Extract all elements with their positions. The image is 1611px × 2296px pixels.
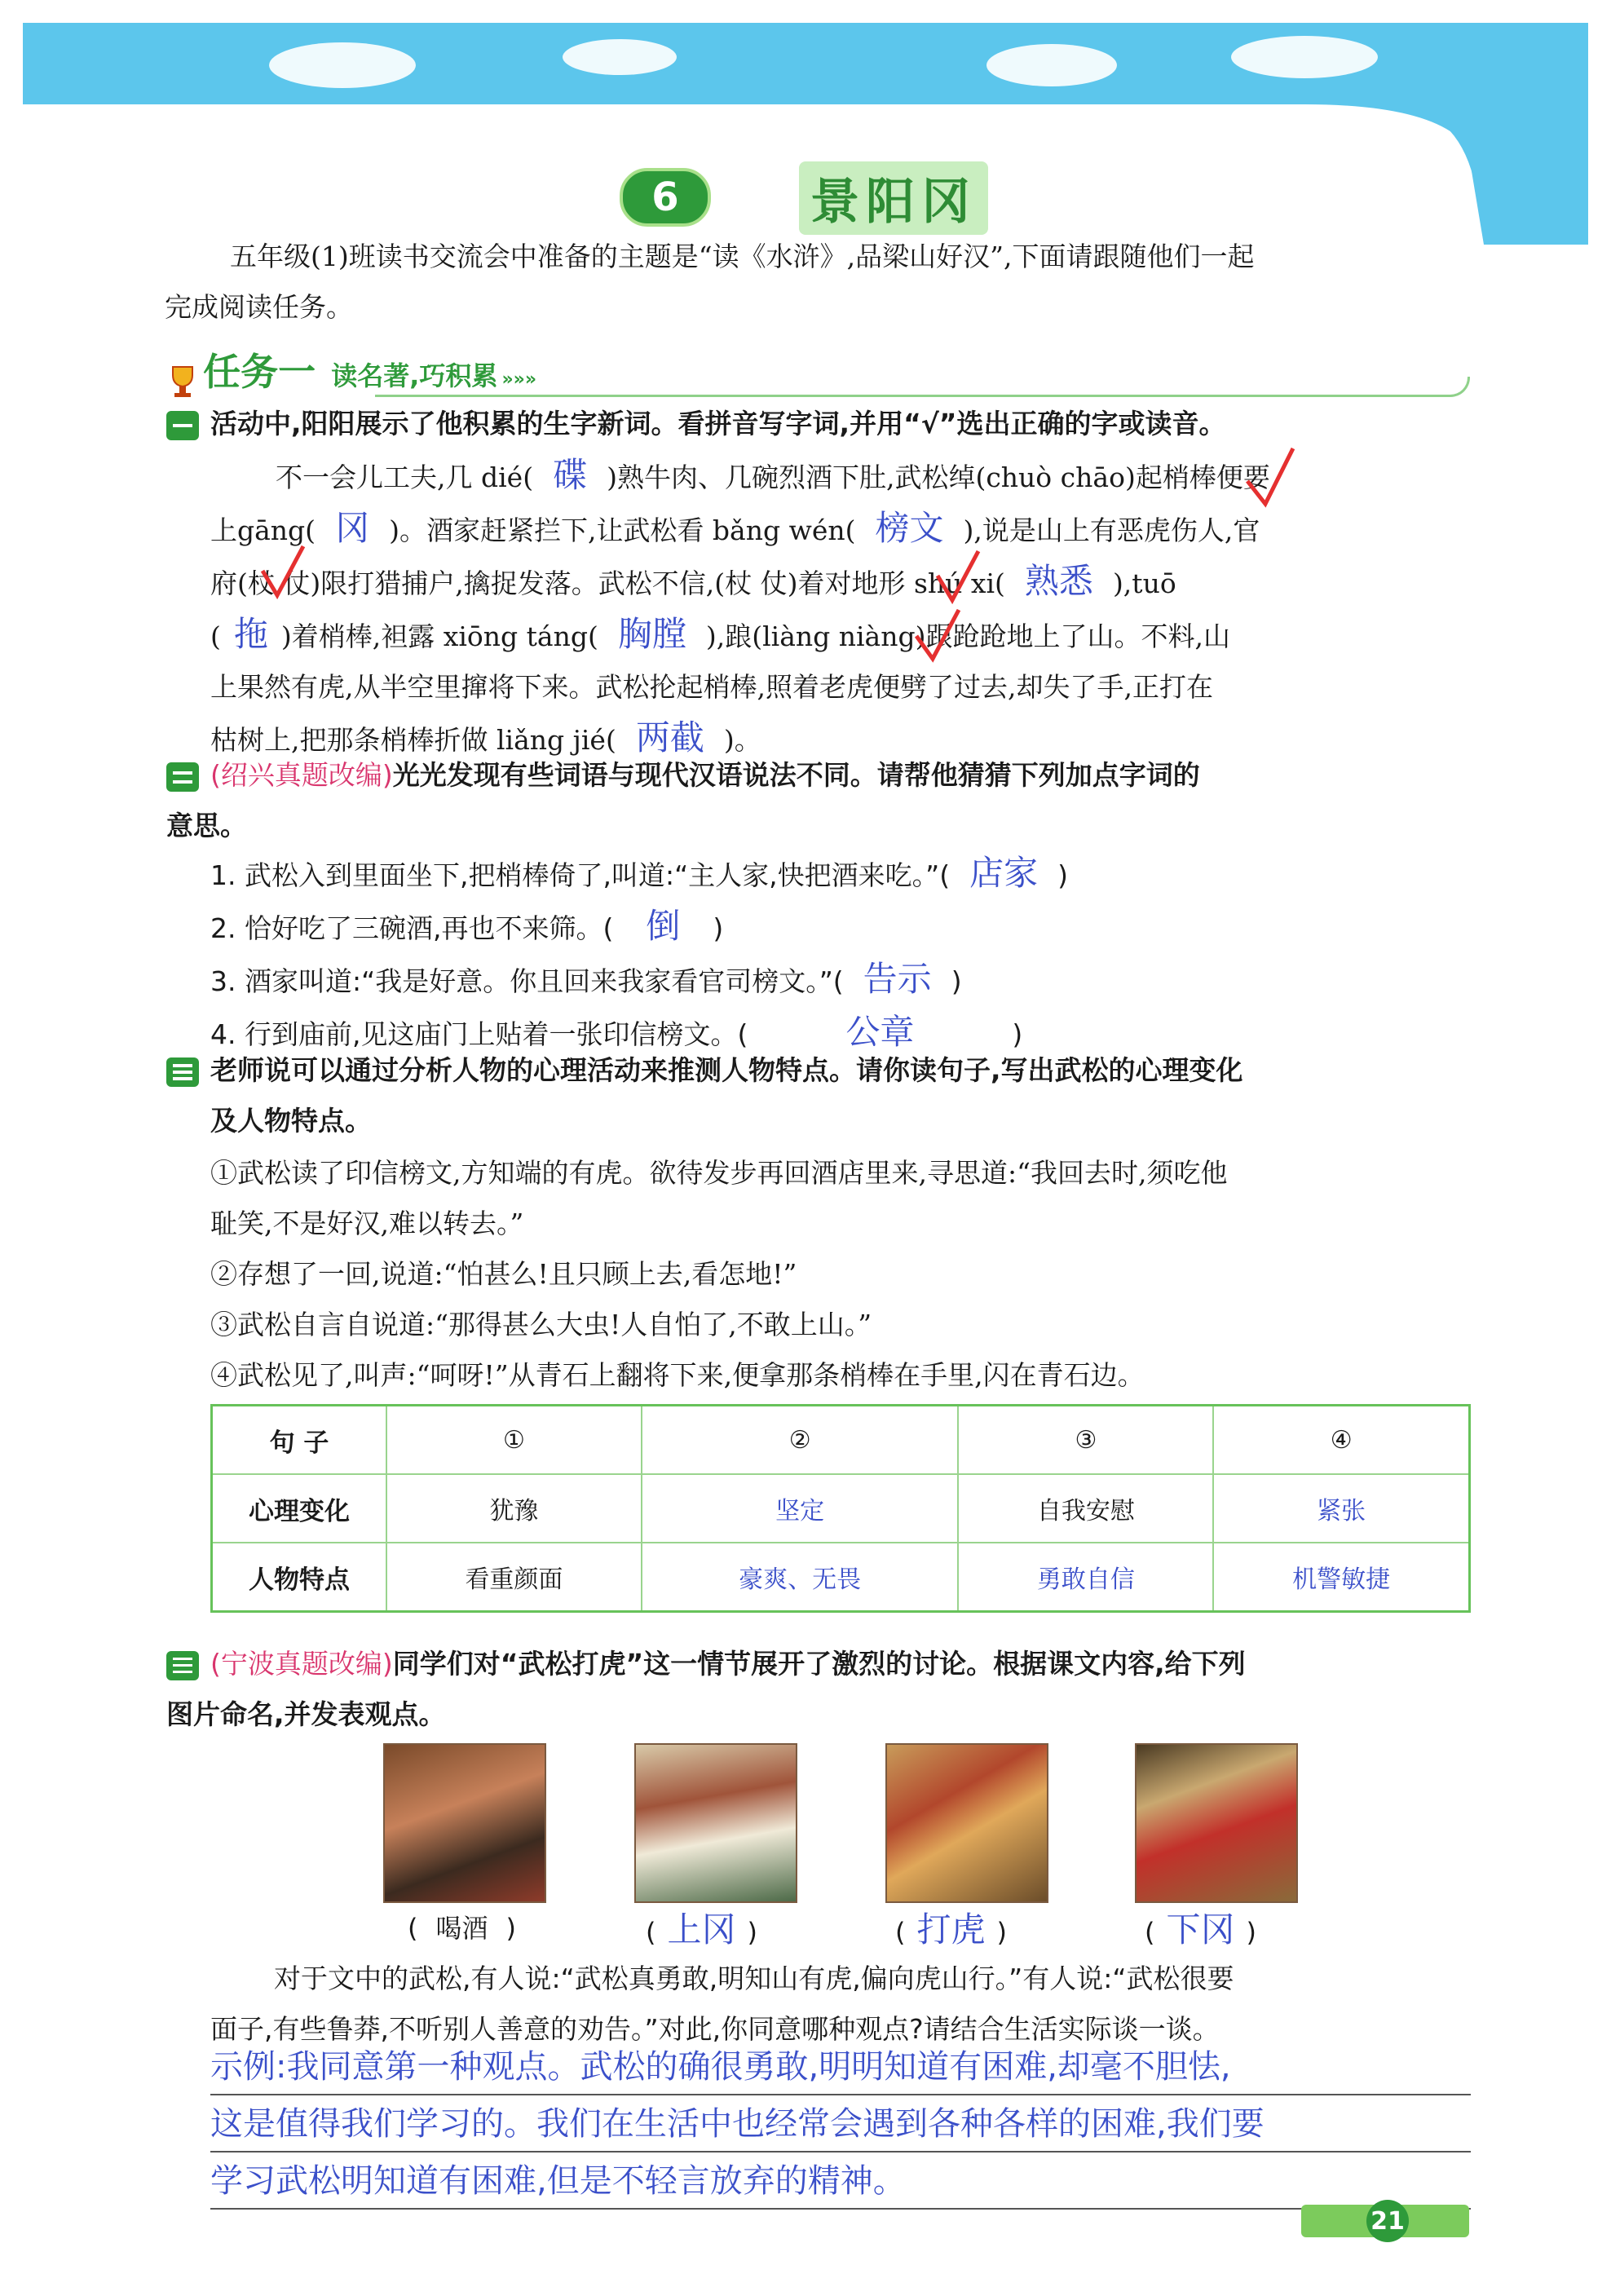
lesson-number: 6	[620, 168, 711, 227]
q1-line-5: 上果然有虎,从半空里撺将下来。武松抡起梢棒,照着老虎便劈了过去,却失了手,正打在	[210, 671, 1213, 703]
scene-drinking-image	[383, 1743, 546, 1903]
q3-prompt: 老师说可以通过分析人物的心理活动来推测人物特点。请你读句子,写出武松的心理变化 及人物特点。	[166, 1045, 1243, 1146]
chevron-decoration: »»»	[501, 369, 537, 390]
table-row	[212, 1543, 1470, 1612]
answer-gang: 冈	[335, 508, 370, 548]
table-cell: 心理变化	[212, 1474, 387, 1543]
scene-fighting-image	[885, 1743, 1048, 1903]
table-cell: 看重颜面	[386, 1543, 642, 1612]
check-icon	[916, 610, 959, 659]
page-footer	[1301, 2205, 1469, 2237]
answer: 公章	[845, 1012, 915, 1052]
q2-items	[210, 848, 1068, 1060]
psychology-table	[210, 1404, 1471, 1613]
intro-line-1: 五年级(1)班读书交流会中准备的主题是“读《水浒》,品梁山好汉”,下面请跟随他们一起	[230, 241, 1255, 272]
answer-rule	[210, 2094, 1471, 2095]
q3-sentence: ②存想了一回,说道:“怕甚么!且只顾上去,看怎地!”	[210, 1258, 797, 1290]
check-icon	[263, 546, 303, 595]
caption-1: ( 喝酒 )	[408, 1913, 516, 1944]
answer-tuo: 拖	[233, 614, 268, 654]
table-cell: 勇敢自信	[958, 1543, 1213, 1612]
table-cell: ③	[958, 1406, 1213, 1475]
table-cell: 紧张	[1213, 1474, 1469, 1543]
caption-2: ( 上冈 )	[646, 1910, 757, 1949]
task-label: 任务一	[203, 350, 316, 394]
q1-line-4: ( 拖 )着梢棒,袒露 xiōng táng( 胸膛 ),踉(liàng niàng)跟跄跄地上了山。不料,山	[210, 614, 1230, 654]
scene-descending-image	[1135, 1743, 1298, 1903]
answer: 倒	[646, 906, 681, 946]
q3-sentence: 耻笑,不是好汉,难以转去。”	[210, 1208, 524, 1239]
caption-3: ( 打虎 )	[895, 1910, 1007, 1949]
q2-prompt: (绍兴真题改编)光光发现有些词语与现代汉语说法不同。请帮他猜猜下列加点字词的 意思。	[166, 759, 1200, 841]
answer-rule	[210, 2151, 1471, 2152]
q4-number-badge	[166, 1651, 199, 1680]
q2-number-badge	[166, 762, 199, 792]
q2-item-2: 2. 恰好吃了三碗酒,再也不来筛。( 倒 )	[210, 906, 724, 946]
intro-line-2: 完成阅读任务。	[165, 291, 353, 323]
answer-die: 碟	[553, 455, 588, 495]
q4-paragraph: 对于文中的武松,有人说:“武松真勇敢,明知山有虎,偏向虎山行。”有人说:“武松很要 面子,有些鲁莽,不听别人善意的劝告。”对此,你同意哪种观点?请结合生活实际谈一谈。	[210, 1963, 1234, 2045]
table-cell: ①	[386, 1406, 642, 1475]
answer-bangwen: 榜文	[875, 508, 944, 548]
answer-line: 这是值得我们学习的。我们在生活中也经常会遇到各种各样的困难,我们要	[210, 2105, 1265, 2143]
check-icon	[1247, 448, 1293, 504]
q1-line-6: 枯树上,把那条梢棒折做 liǎng jié( 两截 )。	[210, 718, 761, 757]
scene-climbing-image	[634, 1743, 797, 1903]
table-cell: ④	[1213, 1406, 1469, 1475]
q3-sentence: ①武松读了印信榜文,方知端的有虎。欲待发步再回酒店里来,寻思道:“我回去时,须吃他	[210, 1157, 1228, 1189]
table-cell: 人物特点	[212, 1543, 387, 1612]
q2-item-4: 4. 行到庙前,见这庙门上贴着一张印信榜文。( 公章 )	[210, 1012, 1023, 1052]
check-icon	[938, 551, 978, 600]
answer-xiongtang: 胸膛	[617, 614, 686, 654]
table-cell: 坚定	[642, 1474, 959, 1543]
table-cell: 自我安慰	[958, 1474, 1213, 1543]
task-subtitle: 读名著,巧积累	[331, 360, 498, 391]
table-row	[212, 1474, 1470, 1543]
q1-prompt: 活动中,阳阳展示了他积累的生字新词。看拼音写字词,并用“√”选出正确的字或读音。	[166, 403, 1225, 441]
answer: 店家	[969, 853, 1039, 893]
page-number: 21	[1366, 2200, 1409, 2242]
q3-sentence: ④武松见了,叫声:“呵呀!”从青石上翻将下来,便拿那条梢棒在手里,闪在青石边。	[210, 1359, 1145, 1391]
q3-sentence: ③武松自言自说道:“那得甚么大虫!人自怕了,不敢上山。”	[210, 1309, 872, 1340]
table-cell: 机警敏捷	[1213, 1543, 1469, 1612]
table-header-row	[212, 1406, 1470, 1475]
q2-item-3: 3. 酒家叫道:“我是好意。你且回来我家看官司榜文。”( 告示 )	[210, 959, 962, 999]
q3-sentences	[210, 1148, 1227, 1401]
q1-line-1: 不一会儿工夫,几 dié( 碟 )熟牛肉、几碗烈酒下肚,武松绰(chuò chāo)起梢棒便要	[276, 455, 1270, 495]
q1-line-3: 府(杖 仗)限打猎捕户,擒捉发落。武松不信,(杖 仗)着对地形 shú xi( 熟悉 ),tuō	[210, 561, 1176, 601]
q2-item-1: 1. 武松入到里面坐下,把梢棒倚了,叫道:“主人家,快把酒来吃。”( 店家 )	[210, 853, 1069, 893]
table-cell: 犹豫	[386, 1474, 642, 1543]
answer-line: 学习武松明知道有困难,但是不轻言放弃的精神。	[210, 2162, 906, 2200]
caption-4: ( 下冈 )	[1145, 1910, 1256, 1949]
q1-line-2: 上gāng( 冈 )。酒家赶紧拦下,让武松看 bǎng wén( 榜文 ),说是山上有恶虎伤人,官	[210, 508, 1260, 548]
table-cell: ②	[642, 1406, 959, 1475]
q3-number-badge	[166, 1057, 199, 1087]
answer: 告示	[863, 959, 932, 999]
answer-liangjie: 两截	[635, 718, 704, 757]
table-cell: 豪爽、无畏	[642, 1543, 959, 1612]
answer-line: 示例:我同意第一种观点。武松的确很勇敢,明明知道有困难,却毫不胆怯,	[210, 2048, 1231, 2086]
check-marks	[0, 0, 1611, 734]
answer-shuxi: 熟悉	[1024, 561, 1093, 601]
table-cell: 句 子	[212, 1406, 387, 1475]
q4-prompt: (宁波真题改编)同学们对“武松打虎”这一情节展开了激烈的讨论。根据课文内容,给下列 图片命名,并发表观点。	[166, 1648, 1246, 1730]
answer-rule	[210, 2208, 1471, 2210]
q4-answer	[210, 2038, 1265, 2210]
lesson-title: 景阳冈	[799, 161, 988, 235]
